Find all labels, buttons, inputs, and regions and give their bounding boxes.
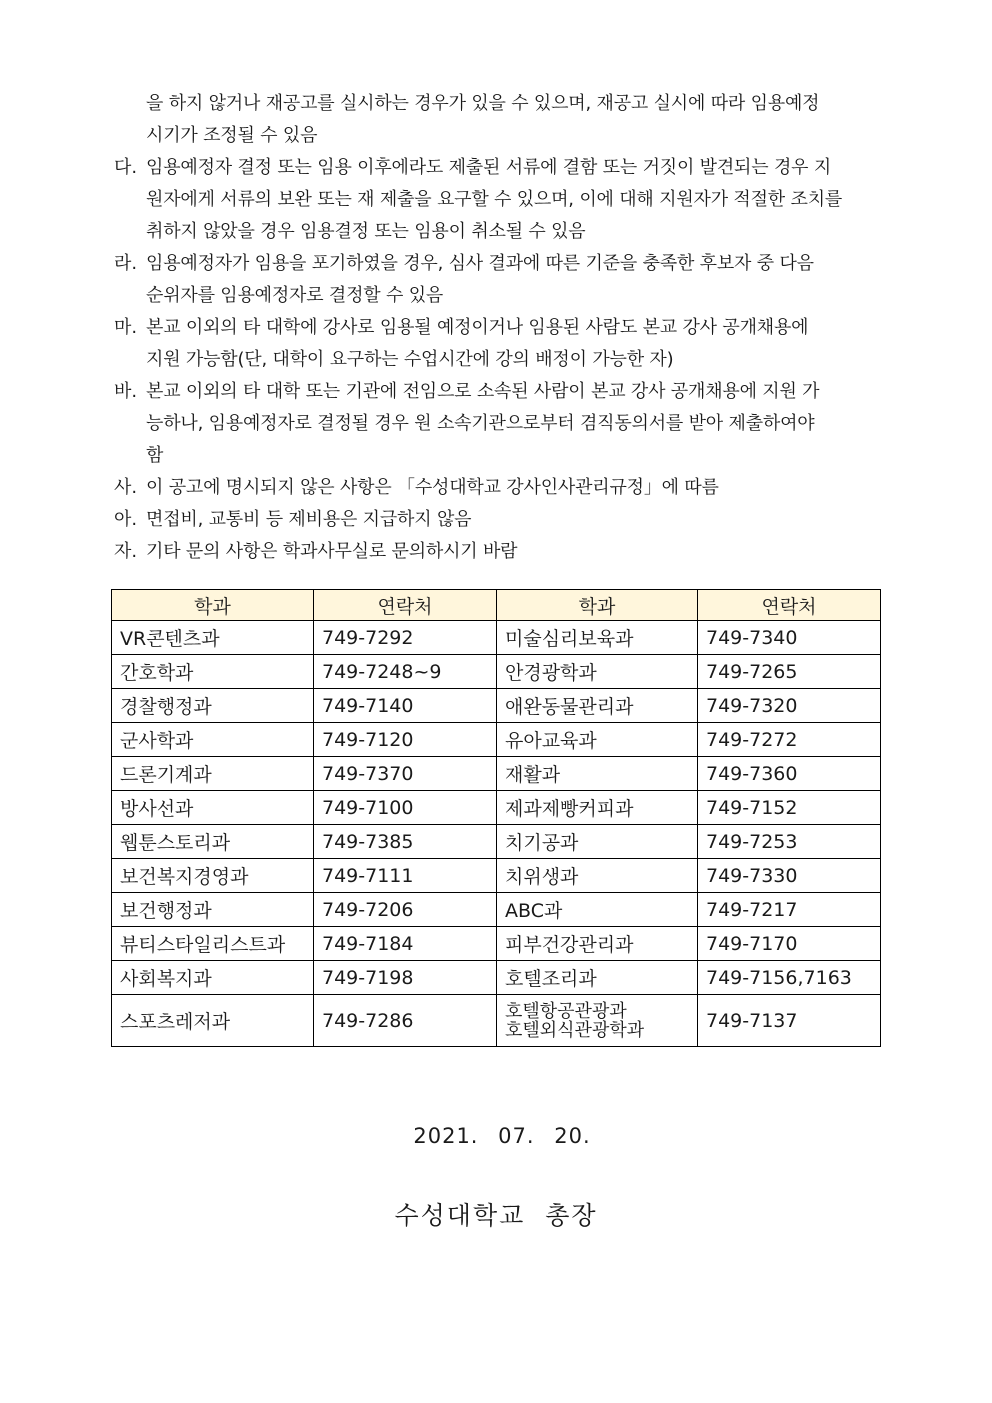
table-row (112, 757, 881, 791)
contact-cell: 749-7330 (698, 859, 881, 893)
issuer-signature: 수성대학교 총장 (394, 1201, 598, 1230)
table-body (112, 621, 881, 1047)
department-cell: 드론기계과 (112, 757, 314, 791)
table-row (112, 655, 881, 689)
table-row (112, 791, 881, 825)
department-cell: 웹툰스토리과 (112, 825, 314, 859)
contact-cell: 749-7156,7163 (698, 961, 881, 995)
notice-marker: 자. (114, 541, 138, 562)
header-department: 학과 (497, 590, 698, 621)
department-cell: 스포츠레저과 (112, 995, 314, 1047)
notice-text: 원자에게 서류의 보완 또는 재 제출을 요구할 수 있으며, 이에 대해 지원자가 적절한 조치를 (146, 189, 843, 210)
department-cell: 재활과 (497, 757, 698, 791)
notice-item-line (114, 440, 898, 472)
notice-marker: 바. (114, 381, 138, 402)
contact-cell: 749-7206 (314, 893, 497, 927)
contact-cell: 749-7137 (698, 995, 881, 1047)
department-cell: 호텔조리과 (497, 961, 698, 995)
table-row (112, 995, 881, 1047)
department-cell: 유아교육과 (497, 723, 698, 757)
department-cell: 방사선과 (112, 791, 314, 825)
notice-marker (114, 408, 146, 440)
notice-item-line (114, 120, 898, 152)
contact-cell: 749-7111 (314, 859, 497, 893)
department-cell: 간호학과 (112, 655, 314, 689)
contact-cell: 749-7100 (314, 791, 497, 825)
contact-cell: 749-7184 (314, 927, 497, 961)
notice-text: 순위자를 임용예정자로 결정할 수 있음 (146, 285, 444, 306)
notice-marker (114, 344, 146, 376)
notice-marker: 아. (114, 509, 138, 530)
notice-text: 이 공고에 명시되지 않은 사항은 「수성대학교 강사인사관리규정」에 따름 (146, 477, 719, 498)
notice-item-line (114, 536, 898, 568)
department-cell: 피부건강관리과 (497, 927, 698, 961)
notice-item-line (114, 88, 898, 120)
table-row (112, 893, 881, 927)
notice-date: 2021. 07. 20. (413, 1124, 591, 1148)
contact-cell: 749-7340 (698, 621, 881, 655)
table-row (112, 825, 881, 859)
notice-marker (114, 440, 146, 472)
department-cell (497, 995, 698, 1047)
contact-cell: 749-7320 (698, 689, 881, 723)
department-cell: 사회복지과 (112, 961, 314, 995)
notice-item-line (114, 344, 898, 376)
department-cell: 치기공과 (497, 825, 698, 859)
notice-item-line (114, 216, 898, 248)
contact-cell: 749-7286 (314, 995, 497, 1047)
department-cell: 경찰행정과 (112, 689, 314, 723)
department-cell: 치위생과 (497, 859, 698, 893)
notice-text: 시기가 조정될 수 있음 (146, 125, 318, 146)
department-cell: 군사학과 (112, 723, 314, 757)
notice-text: 을 하지 않거나 재공고를 실시하는 경우가 있을 수 있으며, 재공고 실시에 따라 임용예정 (146, 93, 820, 114)
contact-cell: 749-7152 (698, 791, 881, 825)
notice-item-line (114, 152, 898, 184)
notice-marker: 다. (114, 157, 138, 178)
notice-marker: 사. (114, 477, 138, 498)
notice-marker (114, 88, 146, 120)
department-cell: 보건행정과 (112, 893, 314, 927)
notice-item-line (114, 472, 898, 504)
table-header-row (112, 590, 881, 621)
notice-text: 임용예정자 결정 또는 임용 이후에라도 제출된 서류에 결함 또는 거짓이 발견되는 경우 지 (146, 157, 832, 178)
department-cell: 보건복지경영과 (112, 859, 314, 893)
department-name-line: 호텔항공관광과 (505, 1000, 627, 1022)
contact-cell: 749-7253 (698, 825, 881, 859)
department-cell: 안경광학과 (497, 655, 698, 689)
notice-text: 기타 문의 사항은 학과사무실로 문의하시기 바람 (146, 541, 518, 562)
notice-text: 지원 가능함(단, 대학이 요구하는 수업시간에 강의 배정이 가능한 자) (146, 349, 674, 370)
notice-text: 본교 이외의 타 대학에 강사로 임용될 예정이거나 임용된 사람도 본교 강사 공개채용에 (146, 317, 809, 338)
notice-marker (114, 216, 146, 248)
contact-cell: 749-7198 (314, 961, 497, 995)
contact-cell: 749-7248~9 (314, 655, 497, 689)
department-cell: 미술심리보육과 (497, 621, 698, 655)
notice-list (114, 88, 898, 568)
notice-item-line (114, 312, 898, 344)
header-contact: 연락처 (314, 590, 497, 621)
department-cell: 제과제빵커피과 (497, 791, 698, 825)
notice-item-line (114, 504, 898, 536)
notice-text: 함 (146, 445, 164, 466)
contact-cell: 749-7140 (314, 689, 497, 723)
department-cell: VR콘텐츠과 (112, 621, 314, 655)
notice-item-line (114, 184, 898, 216)
notice-item-line (114, 248, 898, 280)
department-name-line: 호텔외식관광학과 (505, 1019, 645, 1041)
notice-marker: 마. (114, 317, 138, 338)
contact-cell: 749-7217 (698, 893, 881, 927)
notice-marker: 라. (114, 253, 138, 274)
notice-text: 취하지 않았을 경우 임용결정 또는 임용이 취소될 수 있음 (146, 221, 586, 242)
notice-marker (114, 280, 146, 312)
department-cell: 뷰티스타일리스트과 (112, 927, 314, 961)
notice-text: 본교 이외의 타 대학 또는 기관에 전임으로 소속된 사람이 본교 강사 공개채용에 지원 가 (146, 381, 820, 402)
contact-cell: 749-7272 (698, 723, 881, 757)
contact-cell: 749-7292 (314, 621, 497, 655)
contact-cell: 749-7385 (314, 825, 497, 859)
table-row (112, 961, 881, 995)
table-row (112, 621, 881, 655)
notice-marker (114, 120, 146, 152)
notice-marker (114, 184, 146, 216)
notice-item-line (114, 408, 898, 440)
department-contact-table (111, 589, 881, 1047)
department-cell: ABC과 (497, 893, 698, 927)
table-row (112, 927, 881, 961)
notice-text: 능하나, 임용예정자로 결정될 경우 원 소속기관으로부터 겸직동의서를 받아 제출하여야 (146, 413, 815, 434)
notice-text: 임용예정자가 임용을 포기하였을 경우, 심사 결과에 따른 기준을 충족한 후보자 중 다음 (146, 253, 814, 274)
notice-text: 면접비, 교통비 등 제비용은 지급하지 않음 (146, 509, 472, 530)
contact-cell: 749-7370 (314, 757, 497, 791)
notice-item-line (114, 376, 898, 408)
contact-cell: 749-7170 (698, 927, 881, 961)
contact-cell: 749-7120 (314, 723, 497, 757)
table-row (112, 689, 881, 723)
contact-cell: 749-7360 (698, 757, 881, 791)
contact-cell: 749-7265 (698, 655, 881, 689)
header-department: 학과 (112, 590, 314, 621)
department-cell: 애완동물관리과 (497, 689, 698, 723)
table-row (112, 859, 881, 893)
notice-item-line (114, 280, 898, 312)
header-contact: 연락처 (698, 590, 881, 621)
table-row (112, 723, 881, 757)
